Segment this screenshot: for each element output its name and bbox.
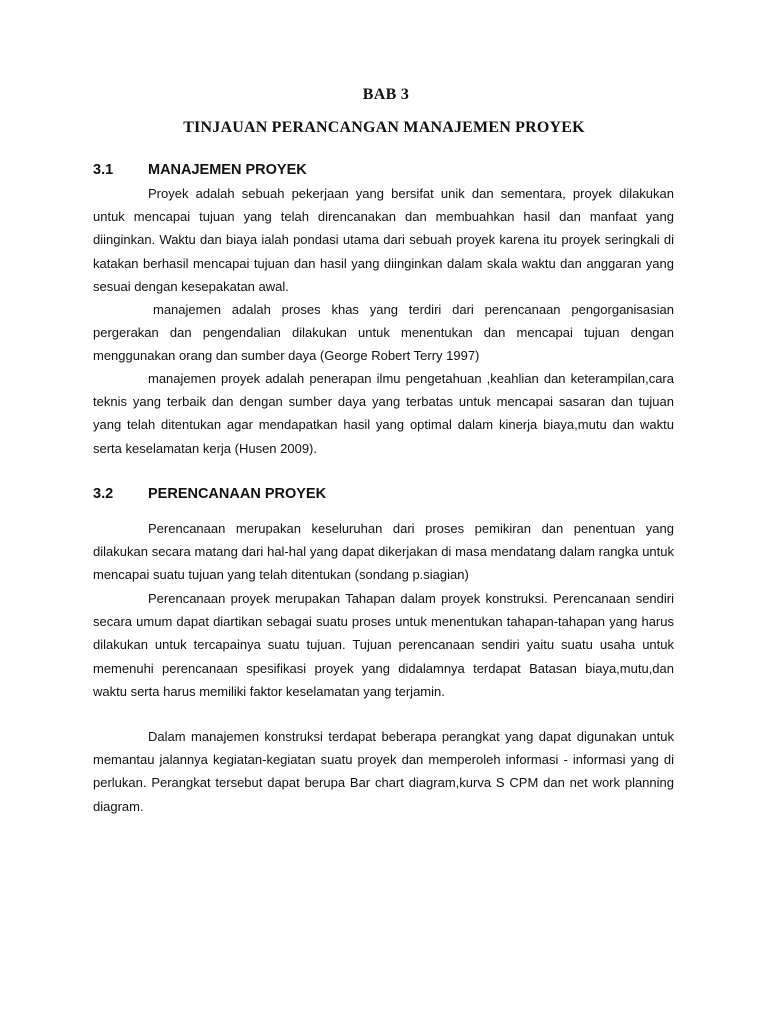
paragraph-3-2-3: Dalam manajemen konstruksi terdapat beberapa perangkat yang dapat digunakan untuk memantau jalannya kegiatan-kegiatan suatu proyek dan memperoleh informasi - informasi yang di perlukan. Perangkat tersebut dapat berupa Bar chart diagram,kurva S CPM dan net work planning diagram. (93, 729, 674, 814)
paragraph-3-1-3: manajemen proyek adalah penerapan ilmu pengetahuan ,keahlian dan keterampilan,cara teknis yang terbaik dan dengan sumber daya yang terbatas untuk mencapai sasaran dan tujuan yang telah ditentukan agar mendapatkan hasil yang optimal dalam kinerja biaya,mutu dan waktu serta keselamatan kerja (Husen 2009). (93, 371, 674, 456)
section-number: 3.2 (93, 486, 114, 502)
paragraph-3-1-1: Proyek adalah sebuah pekerjaan yang bersifat unik dan sementara, proyek dilakukan untuk mencapai tujuan yang telah direncanakan dan membuahkan hasil dan manfaat yang diinginkan. Waktu dan biaya ialah pondasi utama dari sebuah proyek karena itu proyek seringkali di katakan berhasil mencapai tujuan dan hasil yang diinginkan dalam skala waktu dan anggaran yang sesuai dengan kesepakatan awal. (93, 186, 674, 294)
section-title: PERENCANAAN PROYEK (148, 486, 327, 502)
section-heading-3-2 (93, 486, 683, 508)
chapter-title: BAB 3 (362, 86, 410, 103)
section-heading-3-1 (93, 162, 683, 184)
paragraph-3-1-2: manajemen adalah proses khas yang terdiri dari perencanaan pengorganisasian pergerakan dan pengendalian dilakukan untuk menentukan dan mencapai tujuan dengan menggunakan orang dan sumber daya (George Robert Terry 1997) (93, 302, 674, 364)
paragraph-3-2-1: Perencanaan merupakan keseluruhan dari proses pemikiran dan penentuan yang dilakukan secara matang dari hal-hal yang dapat dikerjakan di masa mendatang dalam rangka untuk mencapai suatu tujuan yang telah ditentukan (sondang p.siagian) (93, 521, 674, 583)
chapter-subtitle: TINJAUAN PERANCANGAN MANAJEMEN PROYEK (183, 119, 585, 136)
section-title: MANAJEMEN PROYEK (148, 162, 307, 178)
section-number: 3.1 (93, 162, 114, 178)
paragraph-3-2-2: Perencanaan proyek merupakan Tahapan dalam proyek konstruksi. Perencanaan sendiri secara umum dapat diartikan sebagai suatu proses untuk menentukan tahapan-tahapan yang harus dilakukan untuk tercapainya suatu tujuan. Tujuan perencanaan sendiri yaitu suatu usaha untuk memenuhi perencanaan spesifikasi proyek yang didalamnya terdapat Batasan biaya,mutu,dan waktu serta harus memiliki faktor keselamatan yang terjamin. (93, 591, 674, 699)
